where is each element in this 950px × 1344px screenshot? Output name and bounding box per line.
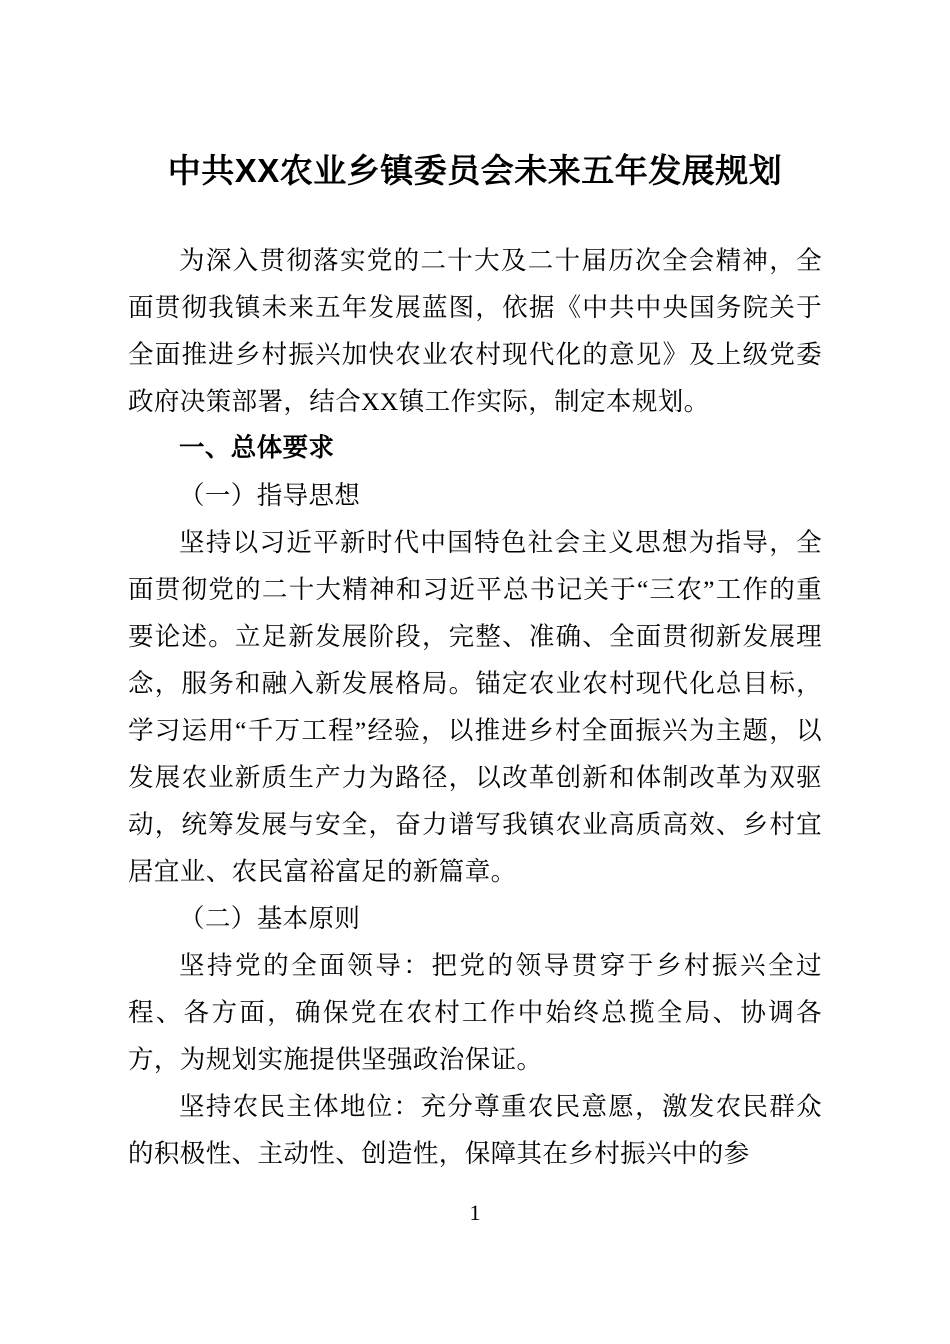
subsection-heading-guiding-ideology: （一）指导思想 (179, 481, 361, 511)
paragraph-party-leadership: 坚持党的全面领导：把党的领导贯穿于乡村振兴全过程、各方面，确保党在农村工作中始终总揽全局、协调各方，为规划实施提供坚强政治保证。 (128, 951, 822, 1075)
section-heading-overall-requirements: 一、总体要求 (179, 434, 335, 463)
page-number: 1 (469, 1200, 481, 1225)
paragraph-farmer-subject-status: 坚持农民主体地位：充分尊重农民意愿，激发农民群众的积极性、主动性、创造性，保障其在乡村振兴中的参 (128, 1092, 822, 1169)
paragraph-guiding-ideology: 坚持以习近平新时代中国特色社会主义思想为指导，全面贯彻党的二十大精神和习近平总书记关于“三农”工作的重要论述。立足新发展阶段，完整、准确、全面贯彻新发展理念，服务和融入新发展格局。锚定农业农村现代化总目标，学习运用“千万工程”经验，以推进乡村全面振兴为主题，以发展农业新质生产力为路径，以改革创新和体制改革为双驱动，统筹发展与安全，奋力谱写我镇农业高质高效、乡村宜居宜业、农民富裕富足的新篇章。 (128, 528, 822, 887)
page-title: 中共XX农业乡镇委员会未来五年发展规划 (167, 152, 783, 189)
paragraph-intro: 为深入贯彻落实党的二十大及二十届历次全会精神，全面贯彻我镇未来五年发展蓝图，依据《中共中央国务院关于全面推进乡村振兴加快农业农村现代化的意见》及上级党委政府决策部署，结合XX镇工作实际，制定本规划。 (128, 246, 822, 417)
subsection-heading-basic-principles: （二）基本原则 (179, 904, 361, 934)
